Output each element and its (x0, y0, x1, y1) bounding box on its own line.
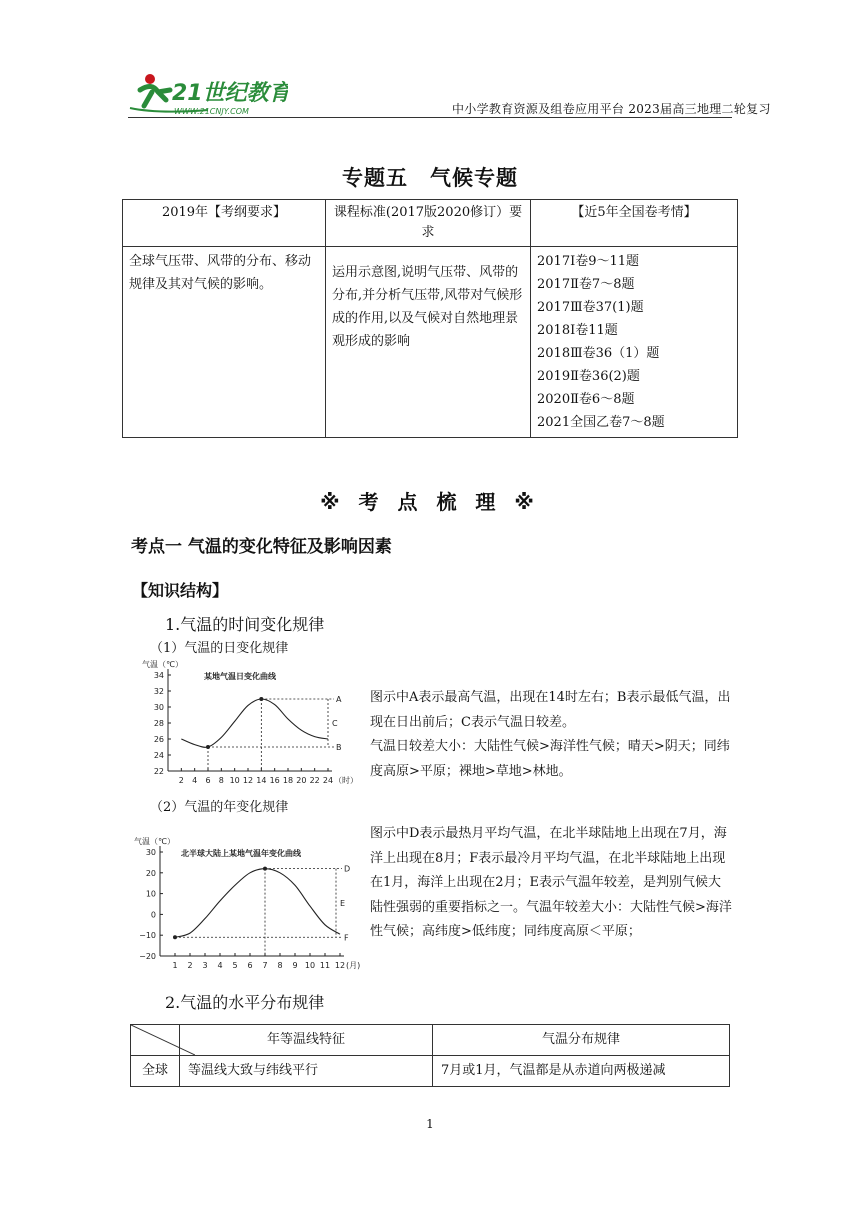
list-item: 2021全国乙卷7～8题 (537, 415, 665, 430)
cell-exam-requirement: 全球气压带、风带的分布、移动规律及其对气候的影响。 (123, 247, 326, 438)
x-tick-label: 2 (187, 961, 193, 970)
y-tick-label: 24 (153, 751, 164, 760)
site-logo (128, 70, 288, 120)
runner-logo-icon (128, 70, 288, 120)
x-tick-label: 4 (192, 776, 198, 785)
cell-standard-requirement: 运用示意图,说明气压带、风带的分布,并分析气压带,风带对气候形成的作用,以及气候对自然地理景观形成的影响 (326, 247, 531, 438)
x-tick-label: 1 (172, 961, 178, 970)
list-item: 2017Ⅱ卷7～8题 (537, 277, 635, 292)
list-item: 2018Ⅰ卷11题 (537, 323, 618, 338)
subheading-daily-change: （1）气温的日变化规律 (150, 641, 289, 656)
y-tick-label: 34 (153, 671, 164, 680)
y-tick-label: 30 (153, 703, 164, 712)
annotation-label: C (332, 719, 338, 728)
annotation-label: B (336, 743, 342, 752)
paragraph-text: 图示中A表示最高气温，出现在14时左右；B表示最低气温，出现在日出前后；C表示气温日较差。 (370, 690, 731, 730)
cell-isotherm-feature: 等温线大致与纬线平行 (180, 1056, 433, 1087)
y-tick-label: 10 (145, 889, 156, 899)
y-tick-label: 30 (145, 848, 156, 857)
subheading-annual-change: （2）气温的年变化规律 (150, 800, 289, 815)
x-tick-label: 11 (319, 961, 331, 970)
cell-scope: 全球 (131, 1056, 180, 1087)
table-header-row (123, 200, 738, 247)
annual-temperature-chart (134, 836, 364, 976)
x-tick-label: 18 (282, 776, 294, 785)
y-tick-label: −20 (139, 952, 156, 961)
y-tick-label: 26 (153, 735, 164, 744)
header-cell-standard: 课程标准(2017版2020修订）要求 (326, 200, 531, 247)
header-cell-distribution: 气温分布规律 (433, 1025, 730, 1056)
list-item: 2017Ⅲ卷37(1)题 (537, 300, 644, 315)
x-tick-label: 10 (229, 776, 240, 785)
list-item: 2017Ⅰ卷9～11题 (537, 254, 640, 269)
max-point (259, 697, 263, 701)
logo-main-text: 21世纪教育 (172, 81, 288, 106)
subheading-time-change: 1.气温的时间变化规律 (165, 615, 325, 634)
paragraph-text: 气温日较差大小：大陆性气候>海洋性气候；晴天>阴天；同纬度高原>平原；裸地>草地>林地。 (370, 739, 730, 779)
x-tick-label: 3 (202, 961, 208, 970)
y-tick-label: 20 (145, 868, 156, 878)
distribution-table (130, 1024, 730, 1087)
chart-title: 北半球大陆上某地气温年变化曲线 (181, 849, 301, 858)
x-tick-label: 5 (232, 961, 238, 970)
y-tick-label: 22 (153, 767, 164, 776)
table-row (123, 247, 738, 438)
x-tick-label: 8 (277, 961, 283, 970)
y-tick-label: 0 (150, 910, 156, 920)
list-item: 2020Ⅱ卷6～8题 (537, 392, 635, 407)
x-tick-label: 6 (205, 776, 211, 785)
min-point (206, 745, 210, 749)
page-title: 专题五 气候专题 (342, 166, 518, 190)
subheading-horizontal-distribution: 2.气温的水平分布规律 (165, 993, 325, 1012)
x-tick-label: 24 (322, 776, 334, 785)
header-cell-isotherm: 年等温线特征 (180, 1025, 433, 1056)
daily-change-description (370, 686, 732, 784)
x-tick-label: 14 (256, 776, 267, 785)
table-row (131, 1056, 730, 1087)
x-tick-label: 8 (218, 776, 224, 785)
y-axis-label: 气温（℃） (134, 837, 175, 846)
y-axis-label: 气温（℃） (142, 660, 183, 669)
y-tick-label: −10 (139, 931, 156, 941)
annual-change-description: 图示中D表示最热月平均气温，在北半球陆地上出现在7月，海洋上出现在8月；F表示最冷月平均气温，在北半球陆地上出现在1月，海洋上出现在2月；E表示气温年较差，是判别气候大陆性强弱的重要指标之一。气温年较差大小：大陆性气候>海洋性气候；高纬度>低纬度；同纬度高原＜平原； (370, 826, 732, 939)
topic-heading: 考点一 气温的变化特征及影响因素 (131, 537, 392, 557)
x-tick-label: 2 (178, 776, 184, 785)
annotation-label: F (344, 933, 349, 943)
y-tick-label: 32 (153, 687, 164, 696)
cell-distribution-rule: 7月或1月，气温都是从赤道向两极递减 (433, 1056, 730, 1087)
x-tick-label: 22 (309, 776, 320, 785)
y-tick-label: 28 (153, 719, 164, 728)
annotation-label: E (340, 898, 346, 908)
page-number: 1 (426, 1117, 434, 1131)
x-axis-label: (月) (346, 961, 361, 970)
knowledge-heading: 【知识结构】 (132, 581, 229, 600)
list-item: 2019Ⅱ卷36(2)题 (537, 369, 640, 384)
section-title: ※ 考 点 梳 理 ※ (320, 490, 540, 514)
x-tick-label: 9 (292, 961, 298, 970)
cell-exam-history (531, 247, 738, 438)
diagonal-corner-cell (131, 1025, 180, 1056)
x-tick-label: 16 (269, 776, 280, 785)
x-tick-label: 10 (304, 961, 316, 970)
table-header-row (131, 1025, 730, 1056)
annotation-label: A (336, 695, 342, 704)
min-point (173, 935, 177, 939)
x-tick-label: 7 (262, 961, 268, 970)
chart-title: 某地气温日变化曲线 (204, 672, 276, 681)
diagonal-line-icon (131, 1025, 195, 1055)
x-tick-label: 12 (242, 776, 254, 785)
daily-temperature-chart (138, 655, 363, 795)
x-tick-label: 6 (247, 961, 253, 970)
series-line (181, 699, 328, 747)
logo-url-text: WWW.21CNJY.COM (174, 107, 249, 116)
x-axis-label: （时） (334, 776, 358, 785)
requirements-table (122, 199, 738, 438)
header-right-text: 中小学教育资源及组卷应用平台 2023届高三地理二轮复习 (452, 102, 771, 116)
series-line (175, 869, 340, 938)
x-tick-label: 20 (296, 776, 307, 785)
header-divider (128, 117, 732, 118)
header-cell-exam-history: 【近5年全国卷考情】 (531, 200, 738, 247)
list-item: 2018Ⅲ卷36（1）题 (537, 346, 660, 361)
annotation-label: D (344, 864, 351, 874)
x-tick-label: 12 (334, 961, 346, 970)
x-tick-label: 4 (217, 961, 223, 970)
max-point (263, 867, 267, 871)
header-cell-exam: 2019年【考纲要求】 (123, 200, 326, 247)
